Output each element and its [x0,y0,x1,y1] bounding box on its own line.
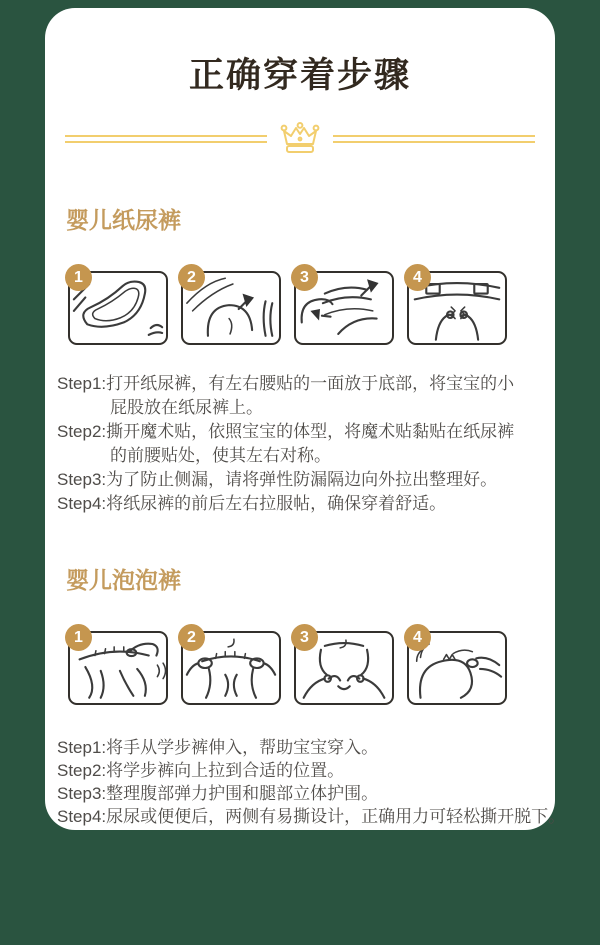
diaper-figure-row [68,268,555,345]
diaper-step-3: Step3:为了防止侧漏，请将弹性防漏隔边向外拉出整理好。 [57,470,498,489]
step-number-badge: 2 [178,264,205,291]
diaper-step-2: Step2:撕开魔术贴，依照宝宝的体型，将魔术贴黏贴在纸尿裤 的前腰贴处，使其左右对称。 [57,422,515,465]
step-number-badge: 1 [65,624,92,651]
step-number-badge: 4 [404,264,431,291]
pants-figure-row [68,628,555,705]
step-figure-1 [68,268,168,345]
pants-step-3: Step3:整理腹部弹力护围和腿部立体护围。 [57,784,379,803]
pants-step-4: Step4:尿尿或便便后，两侧有易撕设计，正确用力可轻松撕开脱下。 [57,807,566,826]
page-title: 正确穿着步骤 [188,56,411,95]
crown-icon [277,122,323,156]
diaper-step-1: Step1:打开纸尿裤，有左右腰贴的一面放于底部，将宝宝的小 屁股放在纸尿裤上。 [57,374,515,417]
divider-line-left [65,135,267,143]
diaper-steps-text [57,372,555,516]
step-number-badge: 4 [404,624,431,651]
step-figure-3 [294,268,394,345]
step-number-badge: 1 [65,264,92,291]
pants-steps-text [57,736,566,828]
step-figure-2 [181,628,281,705]
section-heading-pants: 婴儿泡泡裤 [66,567,181,593]
step-number-badge: 2 [178,624,205,651]
step-figure-4 [407,628,507,705]
pants-step-2: Step2:将学步裤向上拉到合适的位置。 [57,761,345,780]
pants-step-1: Step1:将手从学步裤伸入，帮助宝宝穿入。 [57,738,379,757]
step-figure-4 [407,268,507,345]
step-figure-1 [68,628,168,705]
diaper-step-4: Step4:将纸尿裤的前后左右拉服帖，确保穿着舒适。 [57,494,447,513]
ornamental-divider [45,122,555,156]
step-figure-3 [294,628,394,705]
step-number-badge: 3 [291,624,318,651]
divider-line-right [333,135,535,143]
content-card [45,8,566,830]
step-figure-2 [181,268,281,345]
step-number-badge: 3 [291,264,318,291]
section-heading-diaper: 婴儿纸尿裤 [66,207,181,233]
